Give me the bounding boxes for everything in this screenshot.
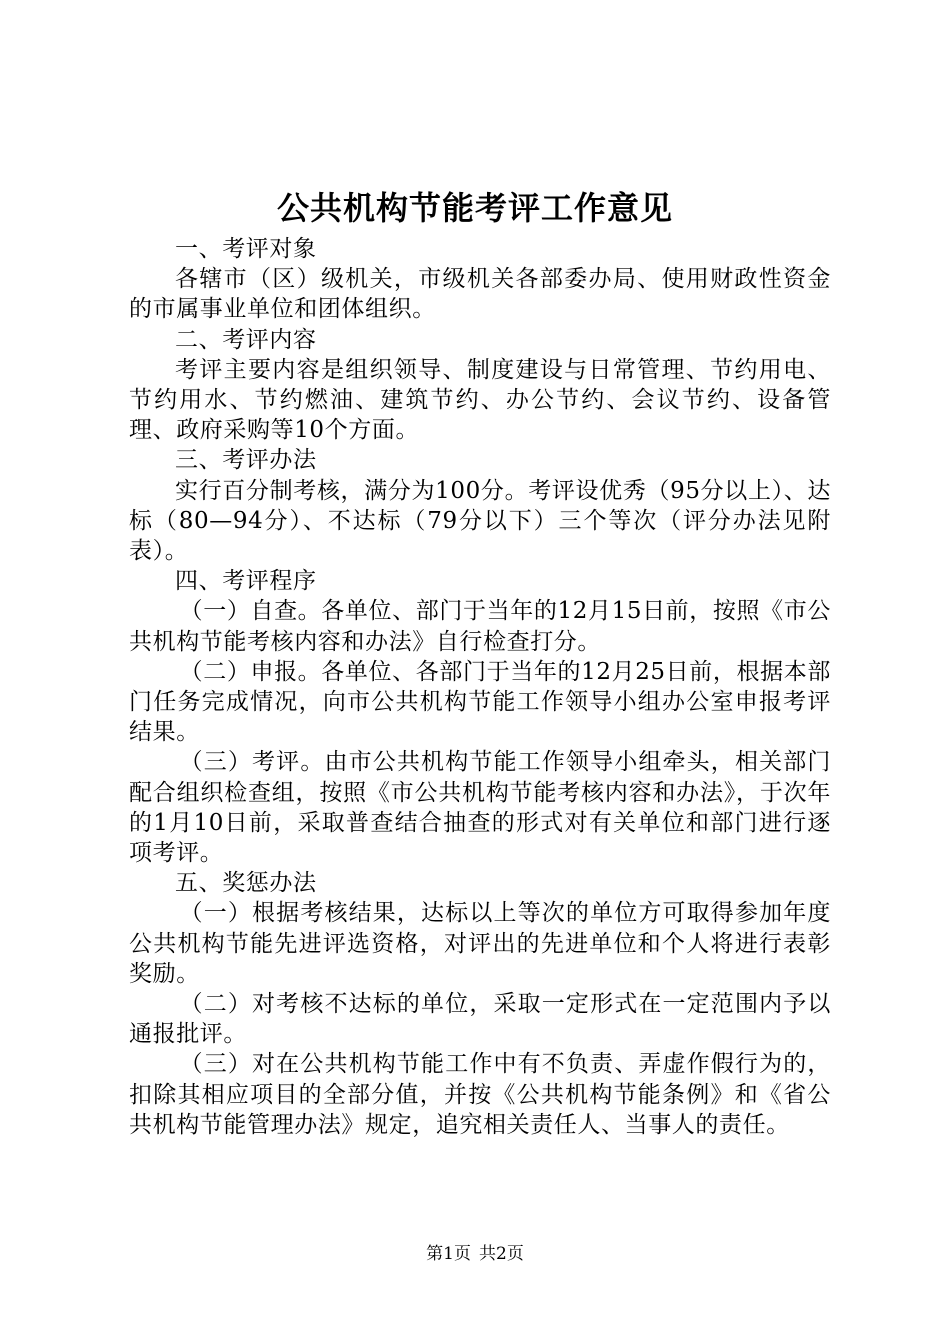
paragraph: 各辖市（区）级机关，市级机关各部委办局、使用财政性资金的市属事业单位和团体组织。 [129, 266, 831, 323]
page-number: 第1页 [426, 1244, 471, 1264]
document-body [129, 234, 831, 1140]
section-heading: 二、考评内容 [175, 326, 317, 353]
paragraph: 实行百分制考核，满分为100分。考评设优秀（95分以上）、达标（80—94分）、不达标（79分以下）三个等次（评分办法见附表）。 [129, 477, 831, 565]
section-heading: 四、考评程序 [175, 568, 317, 595]
paragraph: （一）根据考核结果，达标以上等次的单位方可取得参加年度公共机构节能先进评选资格，对评出的先进单位和个人将进行表彰奖励。 [129, 900, 831, 987]
page-footer [0, 1242, 950, 1266]
section-heading: 五、奖惩办法 [175, 870, 317, 897]
paragraph: （三）对在公共机构节能工作中有不负责、弄虚作假行为的，扣除其相应项目的全部分值，并按《公共机构节能条例》和《省公共机构节能管理办法》规定，追究相关责任人、当事人的责任。 [129, 1051, 831, 1138]
document-title: 公共机构节能考评工作意见 [276, 189, 673, 227]
paragraph: （二）对考核不达标的单位，采取一定形式在一定范围内予以通报批评。 [129, 991, 831, 1048]
page-total: 共2页 [479, 1244, 524, 1264]
section-heading: 一、考评对象 [175, 236, 317, 262]
paragraph: （三）考评。由市公共机构节能工作领导小组牵头，相关部门配合组织检查组，按照《市公共机构节能考核内容和办法》，于次年的1月10日前，采取普查结合抽查的形式对有关单位和部门进行逐项考评。 [129, 749, 831, 867]
paragraph: （一）自查。各单位、部门于当年的12月15日前，按照《市公共机构节能考核内容和办法》自行检查打分。 [129, 598, 831, 655]
section-heading: 三、考评办法 [175, 447, 317, 474]
paragraph: 考评主要内容是组织领导、制度建设与日常管理、节约用电、节约用水、节约燃油、建筑节约、办公节约、会议节约、设备管理、政府采购等10个方面。 [129, 356, 831, 444]
paragraph: （二）申报。各单位、各部门于当年的12月25日前，根据本部门任务完成情况，向市公共机构节能工作领导小组办公室申报考评结果。 [129, 658, 831, 746]
